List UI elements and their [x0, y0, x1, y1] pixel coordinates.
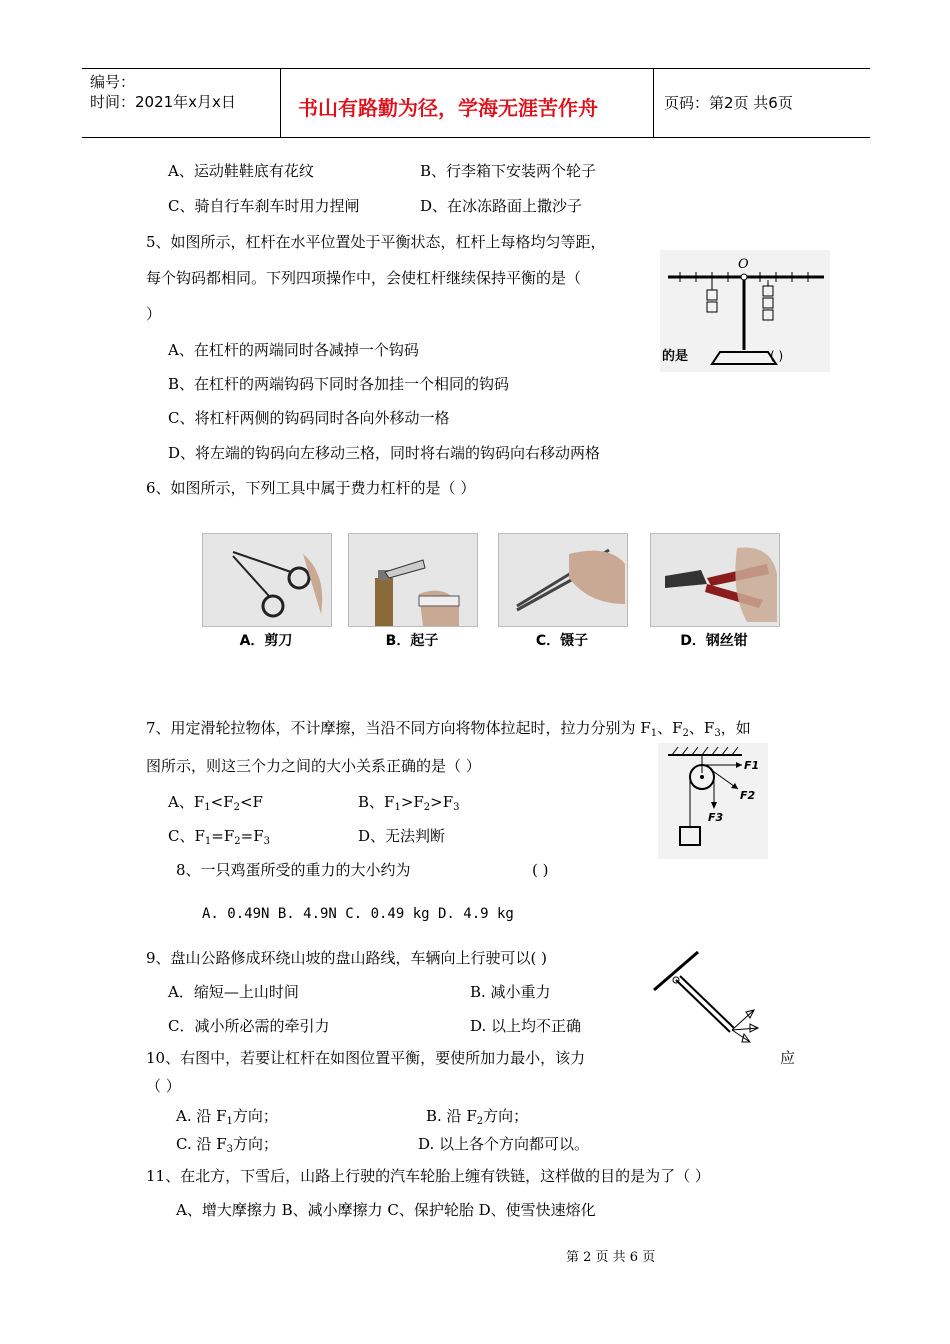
q10-option-d: D. 以上各个方向都可以。 — [418, 1135, 590, 1153]
header-divider — [280, 69, 281, 137]
q7-stem: 7、用定滑轮拉物体，不计摩擦，当沿不同方向将物体拉起时，拉力分别为 $F_1$、$F_2$、$F_3$，如 — [146, 719, 751, 739]
q7-option-c: C、$F_1=F_2=F_3$ — [168, 827, 270, 847]
pliers-photo — [650, 533, 780, 627]
q9-stem: 9、盘山公路修成环绕山坡的盘山路线，车辆向上行驶可以( ) — [146, 949, 548, 967]
q6-stem: 6、如图所示，下列工具中属于费力杠杆的是（ ） — [146, 479, 476, 497]
q5-stem: 每个钩码都相同。下列四项操作中，会使杠杆继续保持平衡的是（ — [146, 269, 582, 287]
scissors-icon — [203, 534, 331, 626]
pliers-icon — [651, 534, 779, 626]
angled-lever-figure — [650, 948, 770, 1048]
q10-option-c: C. 沿 $F_3$方向； — [176, 1135, 279, 1155]
q10-option-a: A. 沿 $F_1$方向； — [176, 1107, 278, 1127]
q7-option-a: A、$F_1<F_2<F$ — [168, 793, 263, 813]
q5-option-b: B、在杠杆的两端钩码下同时各加挂一个相同的钩码 — [168, 375, 510, 393]
q10-option-b: B. 沿 $F_2$方向； — [426, 1107, 529, 1127]
pivot-label: O — [738, 257, 749, 272]
q5-option-c: C、将杠杆两侧的钩码同时各向外移动一格 — [168, 409, 450, 427]
page-footer: 第 2 页 共 6 页 — [566, 1250, 656, 1265]
scissors-photo — [202, 533, 332, 627]
q7-option-b: B、$F_1>F_2>F_3$ — [358, 793, 460, 813]
q8-paren: ( ) — [532, 861, 549, 879]
angled-lever-diagram — [650, 948, 770, 1048]
q4-option-a: A、运动鞋鞋底有花纹 — [168, 162, 314, 180]
q9-option-a: A．缩短—上山时间 — [168, 983, 299, 1001]
option-caption: C．镊子 — [535, 633, 589, 649]
q4-option-d: D、在冰冻路面上撒沙子 — [420, 197, 583, 215]
q11-options: A、增大摩擦力 B、减小摩擦力 C、保护轮胎 D、使雪快速熔化 — [176, 1201, 596, 1219]
tweezers-photo — [498, 533, 628, 627]
force-label: F2 — [740, 789, 756, 802]
lever-diagram — [660, 250, 830, 372]
lever-figure — [660, 250, 830, 372]
header-divider — [653, 69, 654, 137]
date-label: 时间：2021年x月x日 — [90, 93, 236, 111]
q8-options: A. 0.49N B. 4.9N C. 0.49 kg D. 4.9 kg — [202, 906, 514, 922]
force-label: F1 — [744, 759, 760, 772]
q5-stem: 5、如图所示，杠杆在水平位置处于平衡状态，杠杆上每格均匀等距， — [146, 233, 606, 251]
code-label: 编号： — [90, 73, 136, 91]
option-caption: B．起子 — [385, 633, 439, 649]
bottle-opener-icon — [349, 534, 477, 626]
q10-paren: （ ） — [146, 1077, 181, 1095]
motto: 书山有路勤为径，学海无涯苦作舟 — [298, 96, 598, 120]
q7-option-d: D、无法判断 — [358, 827, 446, 845]
page-label: 页码：第2页 共6页 — [664, 94, 793, 112]
tweezers-icon — [499, 534, 627, 626]
bottle-opener-photo — [348, 533, 478, 627]
q9-option-c: C．减小所必需的牵引力 — [168, 1017, 330, 1035]
option-caption: A．剪刀 — [239, 633, 293, 649]
q10-stem: 应 — [780, 1049, 796, 1067]
figure-paren: ( ) — [770, 349, 784, 363]
force-label: F3 — [708, 811, 724, 824]
q4-option-c: C、骑自行车刹车时用力捏闸 — [168, 197, 360, 215]
q10-stem: 10、右图中，若要让杠杆在如图位置平衡，要使所加力最小，该力 — [146, 1049, 586, 1067]
q7-stem: 图所示，则这三个力之间的大小关系正确的是（ ） — [146, 757, 481, 775]
option-caption: D．钢丝钳 — [680, 633, 748, 649]
q9-option-d: D. 以上均不正确 — [470, 1017, 582, 1035]
q11-stem: 11、在北方，下雪后，山路上行驶的汽车轮胎上缠有铁链，这样做的目的是为了（ ） — [146, 1167, 710, 1185]
q5-stem: ） — [146, 305, 162, 323]
pulley-figure — [658, 743, 768, 859]
q5-option-d: D、将左端的钩码向左移动三格，同时将右端的钩码向右移动两格 — [168, 444, 601, 462]
pulley-diagram — [658, 743, 768, 859]
q5-option-a: A、在杠杆的两端同时各减掉一个钩码 — [168, 341, 419, 359]
figure-caption: 的是 — [662, 349, 689, 364]
q4-option-b: B、行李箱下安装两个轮子 — [420, 162, 597, 180]
q8-stem: 8、一只鸡蛋所受的重力的大小约为 — [176, 861, 411, 879]
q9-option-b: B. 减小重力 — [470, 983, 551, 1001]
